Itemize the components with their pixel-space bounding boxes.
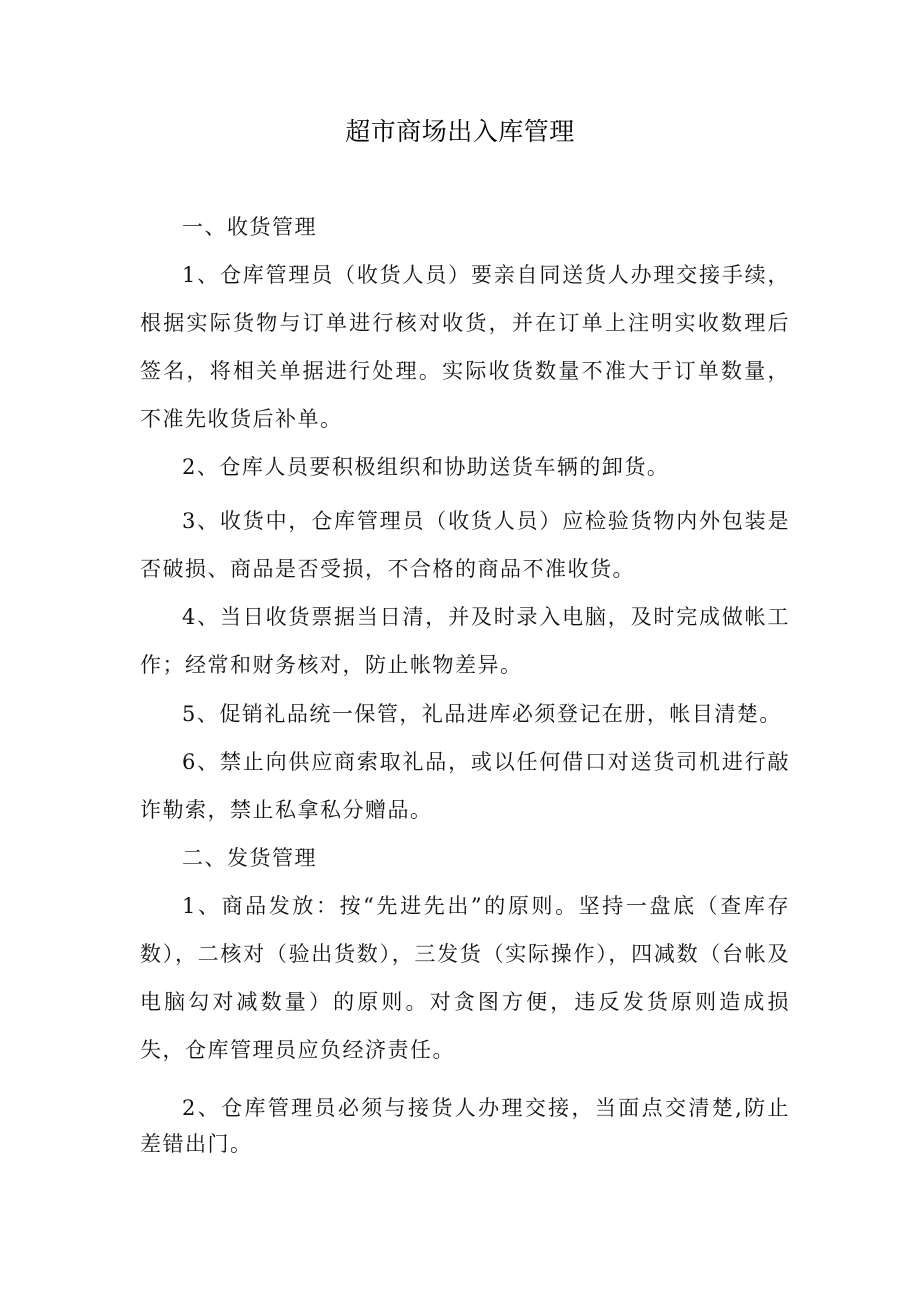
receiving-item-3: 3、收货中，仓库管理员（收货人员）应检验货物内外包装是否破损、商品是否受损，不合格的商品不准收货。 <box>140 509 790 581</box>
section-heading-shipping: 二、发货管理 <box>182 846 317 870</box>
section-heading-receiving: 一、收货管理 <box>182 215 317 239</box>
receiving-item-2: 2、仓库人员要积极组织和协助送货车辆的卸货。 <box>182 455 670 479</box>
shipping-item-2: 2、仓库管理员必须与接货人办理交接，当面点交清楚,防止差错出门。 <box>140 1096 790 1156</box>
shipping-item-1: 1、商品发放：按“先进先出”的原则。坚持一盘底（查库存数），二核对（验出货数），三发货（实际操作），四减数（台帐及电脑勾对减数量）的原则。对贪图方便，违反发货原则造成损失，仓库管理员应负经济责任。 <box>140 894 790 1062</box>
document-title: 超市商场出入库管理 <box>345 117 575 146</box>
receiving-item-4: 4、当日收货票据当日清，并及时录入电脑，及时完成做帐工作；经常和财务核对，防止帐物差异。 <box>140 605 790 677</box>
receiving-item-1: 1、仓库管理员（收货人员）要亲自同送货人办理交接手续，根据实际货物与订单进行核对收货，并在订单上注明实收数理后签名，将相关单据进行处理。实际收货数量不准大于订单数量，不准先收货后补单。 <box>140 263 790 431</box>
receiving-item-5: 5、促销礼品统一保管，礼品进库必须登记在册，帐目清楚。 <box>182 702 782 726</box>
receiving-item-6: 6、禁止向供应商索取礼品，或以任何借口对送货司机进行敲诈勒索，禁止私拿私分赠品。 <box>140 750 790 822</box>
